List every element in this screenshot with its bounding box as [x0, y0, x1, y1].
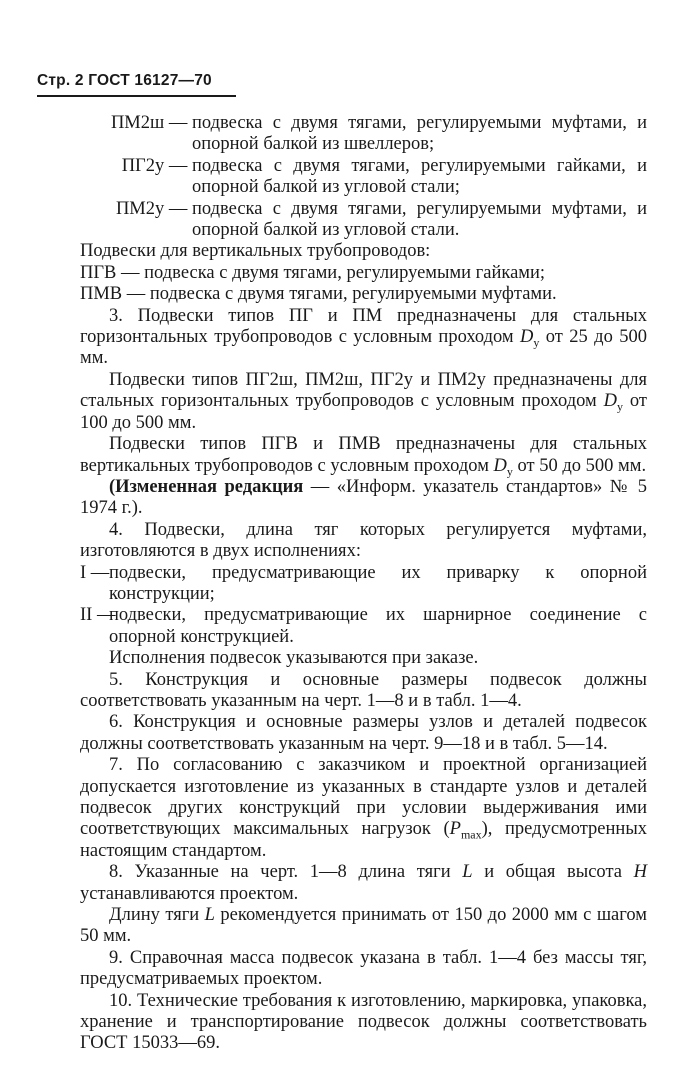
text: 8. Указанные на черт. 1—8 длина тяги — [109, 862, 463, 883]
definition-pg2u — [80, 156, 647, 199]
definition-text: подвеска с двумя тягами, регулируемыми муфтами, и опорной балкой из угловой стали. — [192, 198, 647, 241]
dy-subscript: у — [506, 464, 513, 479]
definition-pm2sh — [80, 113, 647, 156]
definition-text: подвеска с двумя тягами, регулируемыми гайками; — [144, 262, 546, 283]
dy-symbol: D — [493, 455, 507, 476]
paragraph-5: 5. Конструкция и основные размеры подвесок должны соответствовать указанным на черт. 1—8 и в табл. 1—4. — [80, 669, 647, 711]
variant-text: подвески, предусматривающие их шарнирное соединение с опорной конструкцией. — [109, 605, 647, 647]
text: Подвески типов ПГ2ш, ПМ2ш, ПГ2у и ПМ2у предназначены для стальных горизонтальных трубопроводов с условным проходом — [80, 369, 647, 412]
definition-term: ПМВ — — [80, 284, 150, 305]
definition-term: ПГВ — — [80, 262, 145, 283]
text: от 25 до 500 мм. — [80, 327, 647, 369]
definition-pm2u — [80, 199, 647, 242]
vertical-heading: Подвески для вертикальных трубопроводов: — [80, 241, 431, 262]
text: Длину тяги — [109, 905, 205, 926]
definition-text: подвеска с двумя тягами, регулируемыми гайками, и опорной балкой из угловой стали; — [192, 155, 647, 198]
text: рекомендуется принимать от 150 до 2000 мм с шагом 50 мм. — [80, 905, 648, 947]
dy-subscript: у — [533, 335, 540, 350]
paragraph-8b — [80, 905, 647, 948]
variant-term: I — — [80, 562, 114, 583]
paragraph-7 — [80, 755, 647, 862]
document-body — [80, 113, 647, 1055]
page-header: Стр. 2 ГОСТ 16127—70 — [37, 72, 236, 97]
text: 3. Подвески типов ПГ и ПМ предназначены для стальных горизонтальных трубопроводов с условным проходом — [80, 305, 647, 348]
paragraph-4-note: Исполнения подвесок указываются при заказе. — [109, 648, 479, 669]
variant-1 — [80, 563, 647, 606]
paragraph-3c — [80, 434, 647, 477]
paragraph-9: 9. Справочная масса подвесок указана в табл. 1—4 без массы тяг, предусматриваемых проектом. — [80, 947, 647, 990]
paragraph-3a — [80, 306, 647, 370]
p-subscript: max — [460, 828, 482, 843]
variant-text: подвески, предусматривающие их приварку к опорной конструкции; — [109, 562, 647, 604]
variant-term: II — — [80, 605, 121, 626]
paragraph-3b — [80, 370, 647, 434]
definition-term: ПМ2у — — [115, 198, 192, 219]
h-symbol: H — [633, 862, 647, 883]
text: Подвески типов ПГВ и ПМВ предназначены для стальных вертикальных трубопроводов с условным проходом — [80, 434, 647, 476]
text: и общая высота — [472, 862, 634, 883]
revision-note — [80, 477, 647, 520]
l-symbol: L — [204, 905, 215, 926]
definition-pmv — [80, 284, 647, 305]
p-symbol: P — [449, 819, 461, 840]
definition-text: подвеска с двумя тягами, регулируемыми муфтами. — [149, 284, 557, 305]
definition-term: ПГ2у — — [121, 155, 192, 176]
definition-pgv — [80, 263, 647, 284]
text: 7. По согласованию с заказчиком и проектной организацией допускается изготовление из указанных в стандарте узлов и деталей подвесок других конструкций при условии выдерживания ими соответствующих максимальных нагрузок ( — [80, 755, 647, 840]
paragraph-8a — [80, 862, 647, 905]
text: от 100 до 500 мм. — [80, 391, 647, 433]
dy-symbol: D — [603, 391, 617, 412]
paragraph-4: 4. Подвески, длина тяг которых регулируется муфтами, изготовляются в двух исполнениях: — [80, 519, 647, 562]
text: устанавливаются проектом. — [80, 883, 299, 904]
dy-symbol: D — [520, 327, 534, 348]
variant-2 — [80, 605, 647, 648]
l-symbol: L — [462, 862, 473, 883]
revision-label: (Измененная редакция — [109, 476, 304, 497]
dy-subscript: у — [617, 399, 623, 414]
text: ), предусмотренных настоящим стандартом. — [80, 819, 647, 861]
paragraph-10: 10. Технические требования к изготовлению, маркировка, упаковка, хранение и транспортирование подвесок должны соответствовать ГОСТ 15033—69. — [80, 990, 647, 1054]
revision-text: — «Информ. указатель стандартов» № 5 1974 г.). — [80, 476, 647, 519]
definition-term: ПМ2ш — — [110, 113, 192, 133]
paragraph-6: 6. Конструкция и основные размеры узлов и деталей подвесок должны соответствовать указанным на черт. 9—18 и в табл. 5—14. — [80, 712, 647, 754]
text: от 50 до 500 мм. — [512, 455, 647, 476]
definition-text: подвеска с двумя тягами, регулируемыми муфтами, и опорной балкой из швеллеров; — [192, 113, 647, 155]
